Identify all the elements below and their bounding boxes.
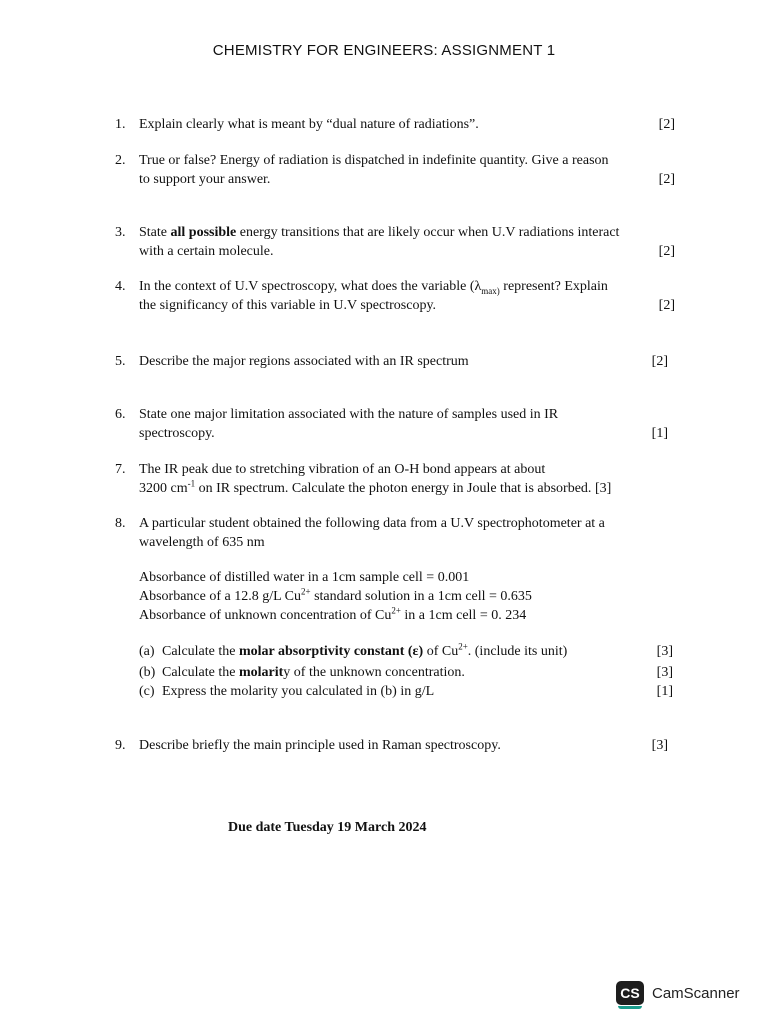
- question-text: State: [139, 225, 171, 240]
- data-line: [139, 587, 673, 606]
- question-number: 7.: [115, 462, 126, 477]
- emphasis-text: molar absorptivity constant (ε): [238, 644, 424, 659]
- question-text: True or false? Energy of radiation is dispatched in indefinite quantity. Give a reason: [139, 153, 609, 168]
- question-text: State one major limitation associated with the nature of samples used in IR: [139, 407, 559, 422]
- question-text: In the context of U.V spectroscopy, what does the variable (λ: [139, 279, 482, 294]
- superscript: 2+: [458, 641, 468, 652]
- question-mark: [3]: [656, 665, 673, 680]
- data-text: in a 1cm cell = 0. 234: [400, 608, 527, 623]
- data-text: Absorbance of unknown concentration of Cu: [139, 608, 392, 623]
- sub-question-label: (b): [139, 665, 156, 680]
- emphasis-text: all possible: [170, 225, 237, 240]
- question-body: [139, 514, 673, 701]
- question-text: on IR spectrum. Calculate the photon energy in Joule that is absorbed.: [195, 481, 592, 496]
- question-text: A particular student obtained the following data from a U.V spectrophotometer at a: [139, 516, 605, 531]
- question-mark: [2]: [658, 298, 675, 313]
- question-number: 5.: [115, 354, 126, 369]
- question-body: [139, 352, 668, 371]
- question-mark: [1]: [651, 426, 668, 441]
- question-body: [139, 736, 668, 755]
- question-text: Describe briefly the main principle used in Raman spectroscopy.: [139, 738, 501, 753]
- question-number: 8.: [115, 516, 126, 531]
- question-text: 3200 cm: [139, 481, 188, 496]
- sub-question-label: (a): [139, 644, 155, 659]
- sub-question-a: [139, 642, 673, 661]
- data-text: Absorbance of a 12.8 g/L Cu: [139, 589, 301, 604]
- sub-question-b: [139, 663, 673, 682]
- question-body: [139, 151, 675, 189]
- question-number: 2.: [115, 153, 126, 168]
- question-mark: [2]: [651, 354, 668, 369]
- sub-question-label: (c): [139, 684, 155, 699]
- question-text: y of the unknown concentration.: [283, 665, 465, 680]
- data-line: [139, 606, 673, 625]
- sub-question-c: [139, 682, 673, 701]
- question-text: the significancy of this variable in U.V spectroscopy.: [139, 298, 437, 313]
- question-number: 1.: [115, 117, 126, 132]
- question-body: [139, 277, 675, 315]
- question-text: to support your answer.: [139, 172, 271, 187]
- question-text: of Cu: [423, 644, 459, 659]
- camscanner-name: CamScanner: [652, 984, 740, 1002]
- superscript: 2+: [301, 586, 311, 597]
- question-mark: [2]: [658, 244, 675, 259]
- data-text: standard solution in a 1cm cell = 0.635: [310, 589, 532, 604]
- due-date: Due date Tuesday 19 March 2024: [228, 820, 427, 835]
- question-number: 9.: [115, 738, 126, 753]
- superscript: 2+: [391, 605, 401, 616]
- superscript: -1: [187, 478, 196, 489]
- question-text: Describe the major regions associated with an IR spectrum: [139, 354, 469, 369]
- question-mark: [2]: [658, 117, 675, 132]
- question-text: wavelength of 635 nm: [139, 535, 265, 550]
- data-text: Absorbance of distilled water in a 1cm sample cell = 0.001: [139, 570, 470, 585]
- question-text: Explain clearly what is meant by “dual nature of radiations”.: [139, 117, 479, 132]
- question-number: 4.: [115, 279, 126, 294]
- page-title: CHEMISTRY FOR ENGINEERS: ASSIGNMENT 1: [212, 42, 556, 59]
- question-mark: [3]: [651, 738, 668, 753]
- camscanner-logo-icon: CS: [616, 981, 644, 1005]
- question-text: spectroscopy.: [139, 426, 215, 441]
- question-text: The IR peak due to stretching vibration of an O-H bond appears at about: [139, 462, 546, 477]
- camscanner-watermark: [616, 981, 740, 1005]
- question-text: Calculate the: [162, 665, 239, 680]
- question-body: [139, 405, 668, 443]
- question-text: energy transitions that are likely occur when U.V radiations interact: [236, 225, 620, 240]
- question-text: Calculate the: [162, 644, 239, 659]
- question-number: 6.: [115, 407, 126, 422]
- emphasis-text: molarit: [238, 665, 284, 680]
- question-mark: [3]: [594, 481, 612, 496]
- question-text: represent? Explain: [499, 279, 608, 294]
- question-mark: [1]: [656, 684, 673, 699]
- question-mark: [3]: [656, 644, 673, 659]
- question-text: . (include its unit): [467, 644, 568, 659]
- question-body: [139, 223, 675, 261]
- question-text: with a certain molecule.: [139, 244, 274, 259]
- question-body: [139, 460, 668, 498]
- question-mark: [2]: [658, 172, 675, 187]
- subscript: max): [481, 285, 500, 296]
- question-body: [139, 115, 675, 134]
- question-number: 3.: [115, 225, 126, 240]
- question-text: Express the molarity you calculated in (b) in g/L: [162, 684, 435, 699]
- data-line: [139, 568, 673, 587]
